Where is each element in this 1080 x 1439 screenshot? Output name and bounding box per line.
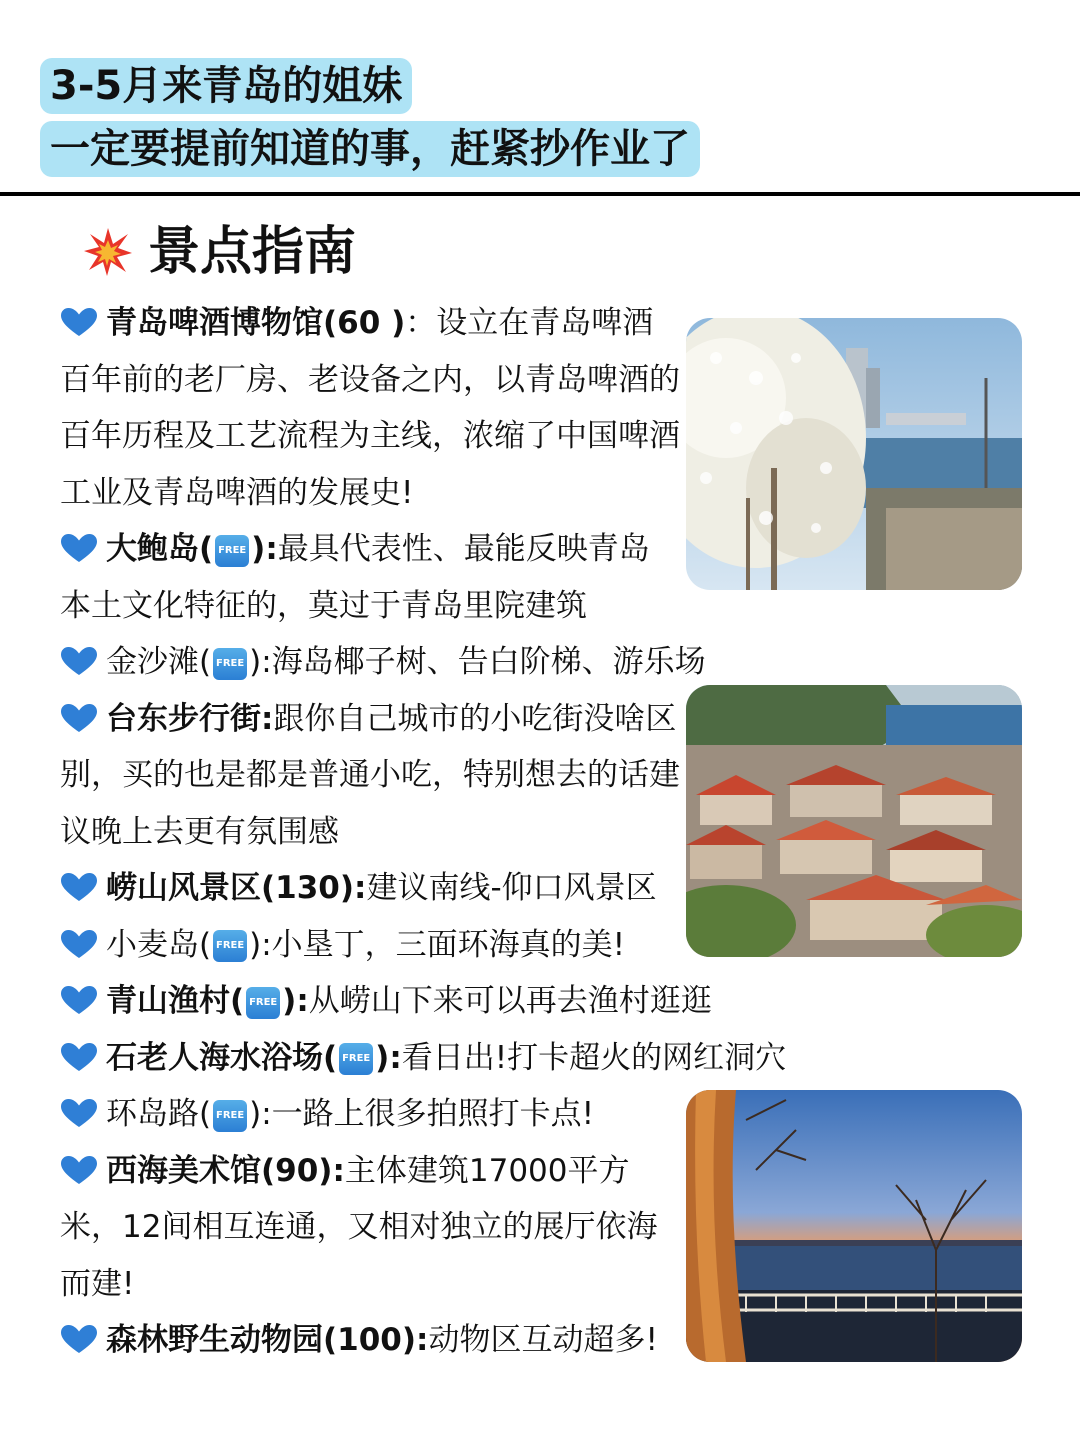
item-close: ): <box>251 531 278 567</box>
blue-heart-icon <box>60 646 98 676</box>
sunset-seaside-photo <box>686 1090 1022 1362</box>
item-close: ): <box>249 1096 272 1132</box>
blue-heart-icon <box>60 1098 98 1128</box>
list-item <box>60 634 860 691</box>
free-button-icon: FREE <box>215 535 249 567</box>
item-name: 台东步行街: <box>106 700 274 737</box>
item-desc: 看日出!打卡超火的网红洞穴 <box>401 1039 787 1076</box>
item-close: ): <box>249 644 272 680</box>
item-desc: 小垦丁，三面环海真的美! <box>271 926 626 963</box>
free-button-icon: FREE <box>213 648 247 680</box>
divider <box>0 192 1080 196</box>
blue-heart-icon <box>60 929 98 959</box>
item-name: 小麦岛( <box>106 926 212 963</box>
blue-heart-icon <box>60 1324 98 1354</box>
item-name: 环岛路( <box>106 1096 212 1132</box>
item-close: ): <box>375 1039 402 1076</box>
list-item <box>60 521 680 634</box>
item-desc: 建议南线-仰口风景区 <box>366 870 657 906</box>
item-desc: 设立在青岛啤酒百年前的老厂房、老设备之内，以青岛啤酒的百年历程及工艺流程为主线，浓缩了中国啤酒工业及青岛啤酒的发展史! <box>60 305 680 511</box>
blue-heart-icon <box>60 307 98 337</box>
list-item <box>60 691 680 861</box>
blue-heart-icon <box>60 1155 98 1185</box>
list-item <box>60 1143 680 1313</box>
list-item <box>60 973 860 1030</box>
item-sep: ： <box>405 305 437 341</box>
blue-heart-icon <box>60 1042 98 1072</box>
list-item <box>60 1030 860 1087</box>
title-line-2: 一定要提前知道的事，赶紧抄作业了 <box>40 121 700 177</box>
blue-heart-icon <box>60 703 98 733</box>
list-item <box>60 295 680 521</box>
item-desc: 从崂山下来可以再去渔村逛逛 <box>308 983 712 1019</box>
title-line-1: 3-5月来青岛的姐妹 <box>40 58 412 114</box>
item-desc: 最具代表性、最能反映青岛本土文化特征的，莫过于青岛里院建筑 <box>60 531 650 624</box>
item-name: 青山渔村( <box>106 983 245 1019</box>
red-roof-village-photo <box>686 685 1022 957</box>
free-button-icon: FREE <box>213 1100 247 1132</box>
item-desc: 海岛椰子树、告白阶梯、游乐场 <box>271 644 706 680</box>
item-name: 金沙滩( <box>106 644 212 680</box>
item-close: ): <box>249 926 272 963</box>
item-name: 崂山风景区(130): <box>106 870 367 906</box>
free-button-icon: FREE <box>339 1043 373 1075</box>
item-desc: 动物区互动超多! <box>428 1322 658 1358</box>
item-name: 青岛啤酒博物馆(60 ) <box>106 305 406 341</box>
magnolia-seaside-photo <box>686 318 1022 590</box>
free-button-icon: FREE <box>246 987 280 1019</box>
blue-heart-icon <box>60 533 98 563</box>
item-desc: 主体建筑17000平方米，12间相互连通，又相对独立的展厅依海而建! <box>60 1152 658 1302</box>
blue-heart-icon <box>60 985 98 1015</box>
free-button-icon: FREE <box>213 930 247 962</box>
item-desc: 一路上很多拍照打卡点! <box>271 1096 595 1132</box>
section-header <box>82 220 356 284</box>
item-name: 西海美术馆(90): <box>106 1152 345 1189</box>
section-title: 景点指南 <box>148 222 357 282</box>
item-name: 大鲍岛( <box>106 531 214 567</box>
item-close: ): <box>282 983 309 1019</box>
item-name: 石老人海水浴场( <box>106 1039 338 1076</box>
blue-heart-icon <box>60 872 98 902</box>
item-desc: 跟你自己城市的小吃街没啥区别，买的也是都是普通小吃，特别想去的话建议晚上去更有氛围感 <box>60 700 680 850</box>
item-name: 森林野生动物园(100): <box>106 1322 429 1358</box>
collision-icon <box>82 226 134 278</box>
